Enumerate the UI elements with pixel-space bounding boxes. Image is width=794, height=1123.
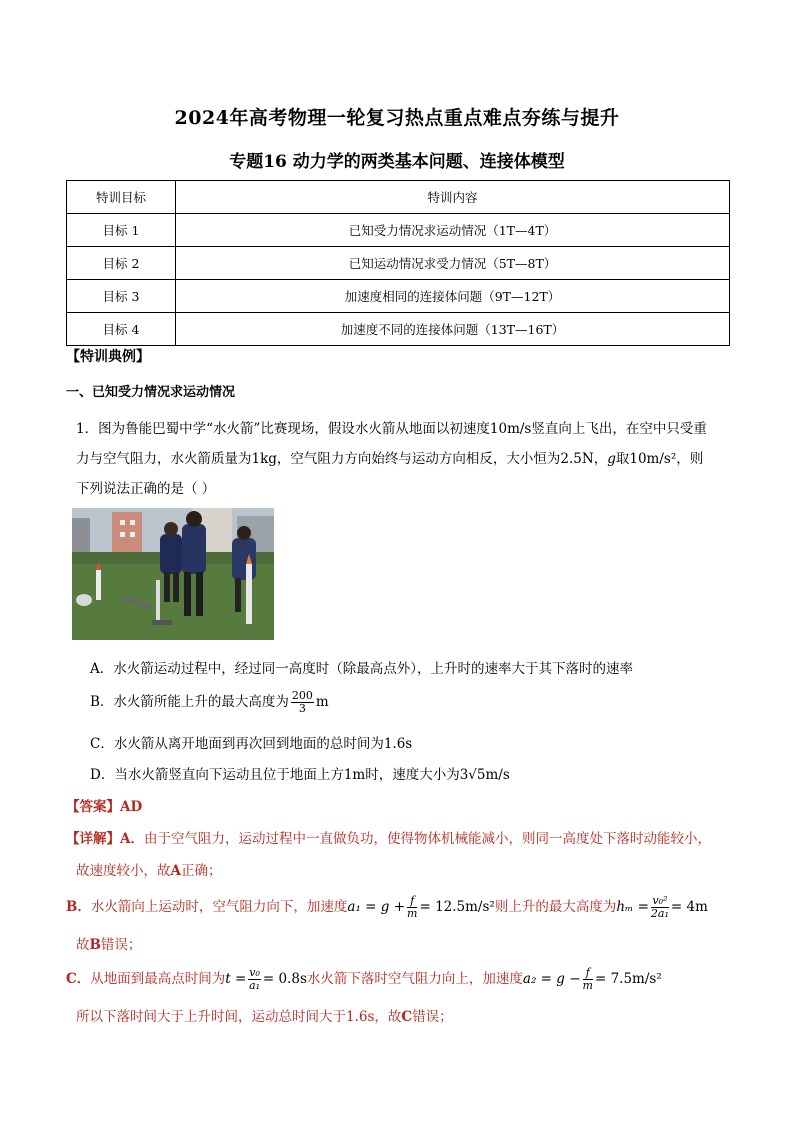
rise-time-equation <box>225 966 307 992</box>
table-header-cell: 特训目标 <box>67 181 176 214</box>
option-d-value: 3√5m/s <box>459 767 510 783</box>
detail-a-line-1 <box>66 827 711 847</box>
eq-denominator: a₁ <box>249 979 261 992</box>
detail-b-text-2: 则上升的最大高度为 <box>494 899 617 915</box>
option-c: C．水火箭从离开地面到再次回到地面的总时间为1.6s <box>90 736 413 752</box>
eq-numerator: v₀² <box>652 894 668 907</box>
eq-lhs: a₁ = g + <box>347 899 406 915</box>
detail-a-head: A． <box>120 831 144 847</box>
table-cell: 目标 2 <box>67 247 176 280</box>
eq-rhs: = 0.8s <box>262 971 307 987</box>
eq-lhs: t = <box>225 971 247 987</box>
detail-b-line-2 <box>76 933 141 953</box>
question-line-2-text: 力与空气阻力，水火箭质量为1kg，空气阻力方向始终与运动方向相反，大小恒为2.5N， <box>76 451 608 467</box>
eq-numerator: f <box>407 895 417 908</box>
detail-c-text-2: 水火箭下落时空气阻力向上，加速度 <box>306 971 523 987</box>
accel-up-equation <box>347 894 495 920</box>
table-header-row <box>67 181 730 214</box>
detail-b-text-1: 水火箭向上运动时，空气阻力向下，加速度 <box>90 899 348 915</box>
eq-numerator: f <box>583 967 593 980</box>
detail-c-text-3: 所以下落时间大于上升时间，运动总时间大于1.6s，故 <box>76 1009 402 1025</box>
eq-rhs: = 12.5m/s² <box>419 899 495 915</box>
max-height-equation <box>616 894 708 920</box>
eq-lhs: hₘ = <box>616 899 649 915</box>
eq-rhs: = 7.5m/s² <box>594 971 662 987</box>
eq-fraction <box>651 895 669 920</box>
table-header-cell: 特训内容 <box>176 181 730 214</box>
water-rocket-photo <box>72 508 274 640</box>
accel-down-equation <box>522 966 662 992</box>
table-row <box>67 247 730 280</box>
table-row <box>67 214 730 247</box>
answer-label: 【答案】AD <box>66 799 143 815</box>
detail-c-text-1: 从地面到最高点时间为 <box>90 971 226 987</box>
eq-rhs: = 4m <box>670 899 708 915</box>
detail-b-bold: B <box>89 937 101 953</box>
detail-c-line-2 <box>76 1005 453 1025</box>
table-cell: 已知运动情况求受力情况（5T—8T） <box>176 247 730 280</box>
section-heading: 【特训典例】 <box>66 349 150 365</box>
table-cell: 目标 3 <box>67 280 176 313</box>
option-b-fraction <box>291 690 314 715</box>
option-b-denominator: 3 <box>298 702 306 715</box>
detail-c-line-1 <box>66 967 662 992</box>
detail-b-head: B． <box>66 899 91 915</box>
option-b-unit: m <box>315 694 329 710</box>
question-line-2-tail: 取10m/s²，则 <box>615 451 704 467</box>
detail-c-head: C． <box>66 971 91 987</box>
table-cell: 加速度相同的连接体问题（9T—12T） <box>176 280 730 313</box>
section-subheading: 一、已知受力情况求运动情况 <box>66 385 236 400</box>
option-a: A．水火箭运动过程中，经过同一高度时（除最高点外），上升时的速率大于其下落时的速率 <box>90 661 633 677</box>
detail-a-text-2: 故速度较小，故 <box>76 863 171 879</box>
detail-b-text-3: 故 <box>76 937 90 953</box>
eq-fraction <box>407 895 417 920</box>
eq-fraction <box>248 967 261 992</box>
detail-c-text-4: 错误； <box>412 1009 453 1025</box>
detail-b-text-4: 错误； <box>100 937 142 953</box>
table-cell: 目标 1 <box>67 214 176 247</box>
eq-denominator: m <box>582 979 593 992</box>
option-b-numerator: 200 <box>291 689 313 702</box>
question-line-3: 下列说法正确的是（ ） <box>76 481 216 497</box>
option-d-text: D．当水火箭竖直向下运动且位于地面上方1m时，速度大小为 <box>90 767 460 783</box>
detail-a-text-1: 由于空气阻力，运动过程中一直做负功，使得物体机械能减小，则同一高度处下落时动能较小， <box>143 831 711 847</box>
table-cell: 目标 4 <box>67 313 176 346</box>
detail-a-text-3: 正确； <box>180 863 222 879</box>
detail-a-bold: A <box>170 863 181 879</box>
eq-numerator: v₀ <box>249 966 260 979</box>
table-row <box>67 280 730 313</box>
eq-lhs: a₂ = g − <box>522 971 581 987</box>
document-title: 2024年高考物理一轮复习热点重点难点夯练与提升 <box>174 107 620 129</box>
table-row <box>67 313 730 346</box>
eq-denominator: m <box>407 907 418 920</box>
training-goals-table <box>66 180 730 346</box>
question-line-2 <box>76 447 703 467</box>
table-cell: 已知受力情况求运动情况（1T—4T） <box>176 214 730 247</box>
eq-denominator: 2a₁ <box>650 907 669 920</box>
gravity-symbol: g <box>607 451 616 467</box>
detail-c-bold: C <box>401 1009 413 1025</box>
detail-b-line-1 <box>66 895 708 920</box>
document-subtitle: 专题16 动力学的两类基本问题、连接体模型 <box>229 152 565 172</box>
option-b-text: B．水火箭所能上升的最大高度为 <box>90 694 289 710</box>
option-b <box>90 690 329 715</box>
eq-fraction <box>583 967 593 992</box>
table-cell: 加速度不同的连接体问题（13T—16T） <box>176 313 730 346</box>
detail-a-line-2 <box>76 859 221 879</box>
option-d <box>90 763 510 783</box>
detail-label: 【详解】 <box>66 831 120 847</box>
question-line-1: 1．图为鲁能巴蜀中学“水火箭”比赛现场，假设水火箭从地面以初速度10m/s竖直向上飞出，在空中只受重 <box>76 421 707 437</box>
